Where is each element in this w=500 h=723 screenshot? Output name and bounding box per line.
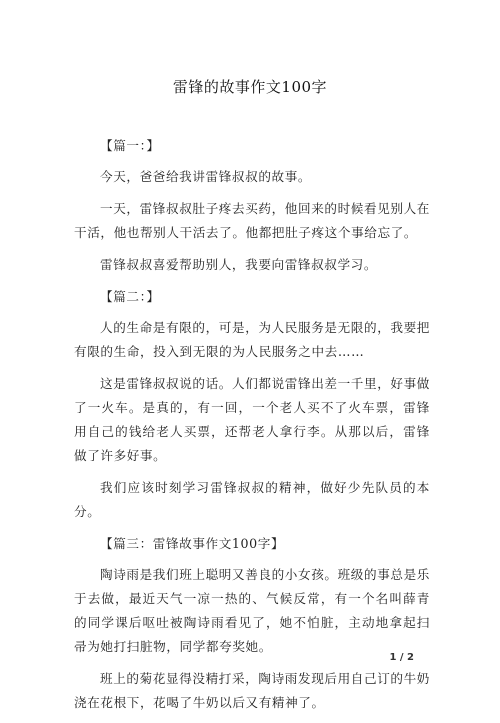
paragraph: 班上的菊花显得没精打采，陶诗雨发现后用自己订的牛奶浇在花根下，花喝了牛奶以后又有精神了。 [74,671,430,710]
paragraph: 人的生命是有限的，可是，为人民服务是无限的，我要把有限的生命，投入到无限的为人民服务之中去…… [74,320,430,359]
document-body [74,134,430,723]
document-title: 雷锋的故事作文100字 [172,78,328,96]
section-heading: 【篇三：雷锋故事作文100字】 [100,536,285,551]
paragraph: 这是雷锋叔叔说的话。人们都说雷锋出差一千里，好事做了一火车。是真的，有一回，一个老人买不了火车票，雷锋用自己的钱给老人买票，还帮老人拿行李。从那以后，雷锋做了许多好事。 [74,376,430,463]
section-2 [74,285,430,524]
paragraph: 一天，雷锋叔叔肚子疼去买药，他回来的时候看见别人在干活，他也帮别人干活去了。他都把肚子疼这个事给忘了。 [74,201,430,240]
section-1 [74,134,430,277]
section-heading: 【篇二：】 [100,289,160,304]
paragraph: 雷锋叔叔喜爱帮助别人，我要向雷锋叔叔学习。 [100,257,378,272]
paragraph: 今天，爸爸给我讲雷锋叔叔的故事。 [100,169,312,184]
section-heading: 【篇一：】 [100,138,160,153]
section-3 [74,532,430,715]
page-number: 1 / 2 [389,652,414,663]
paragraph: 陶诗雨是我们班上聪明又善良的小女孩。班级的事总是乐于去做，最近天气一凉一热的、气候反常，有一个名叫薛青的同学课后呕吐被陶诗雨看见了，她不怕脏，主动地拿起扫帚为她打扫脏物，同学都夸奖她。 [74,567,430,654]
paragraph: 我们应该时刻学习雷锋叔叔的精神，做好少先队员的本分。 [74,480,430,519]
